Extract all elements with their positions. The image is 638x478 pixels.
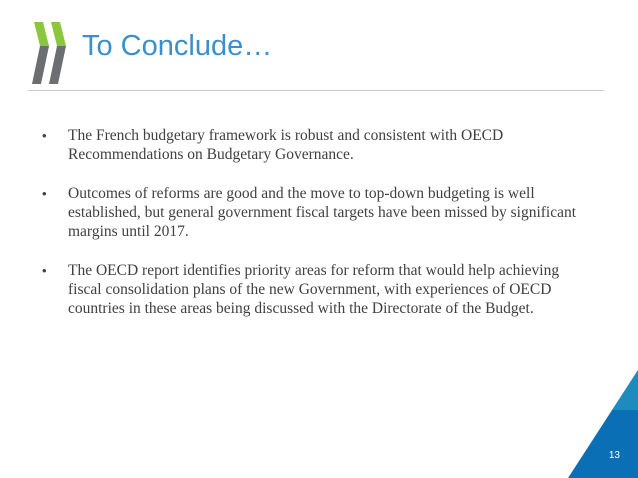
bullet-text: Outcomes of reforms are good and the move to top-down budgeting is well established, but general government fiscal targets have been missed by significant margins until 2017. <box>68 185 577 240</box>
oecd-logo-icon <box>32 18 72 88</box>
bullet-text: The OECD report identifies priority areas for reform that would help achieving fiscal consolidation plans of the new Government, with experiences of OECD countries in these areas being discussed with the Directorate of the Budget. <box>68 262 560 317</box>
bullet-text: The French budgetary framework is robust and consistent with OECD Recommendations on Budgetary Governance. <box>68 127 504 163</box>
bullet-marker: • <box>42 186 47 201</box>
bullet-item <box>42 184 582 241</box>
corner-decoration <box>568 370 638 478</box>
bullet-item <box>42 261 582 318</box>
bullet-item <box>42 126 582 164</box>
slide-title: To Conclude… <box>82 30 273 62</box>
bullet-marker: • <box>42 128 47 143</box>
title-divider <box>28 90 604 91</box>
page-number: 13 <box>608 450 620 461</box>
bullet-list <box>42 126 582 338</box>
bullet-marker: • <box>42 263 47 278</box>
